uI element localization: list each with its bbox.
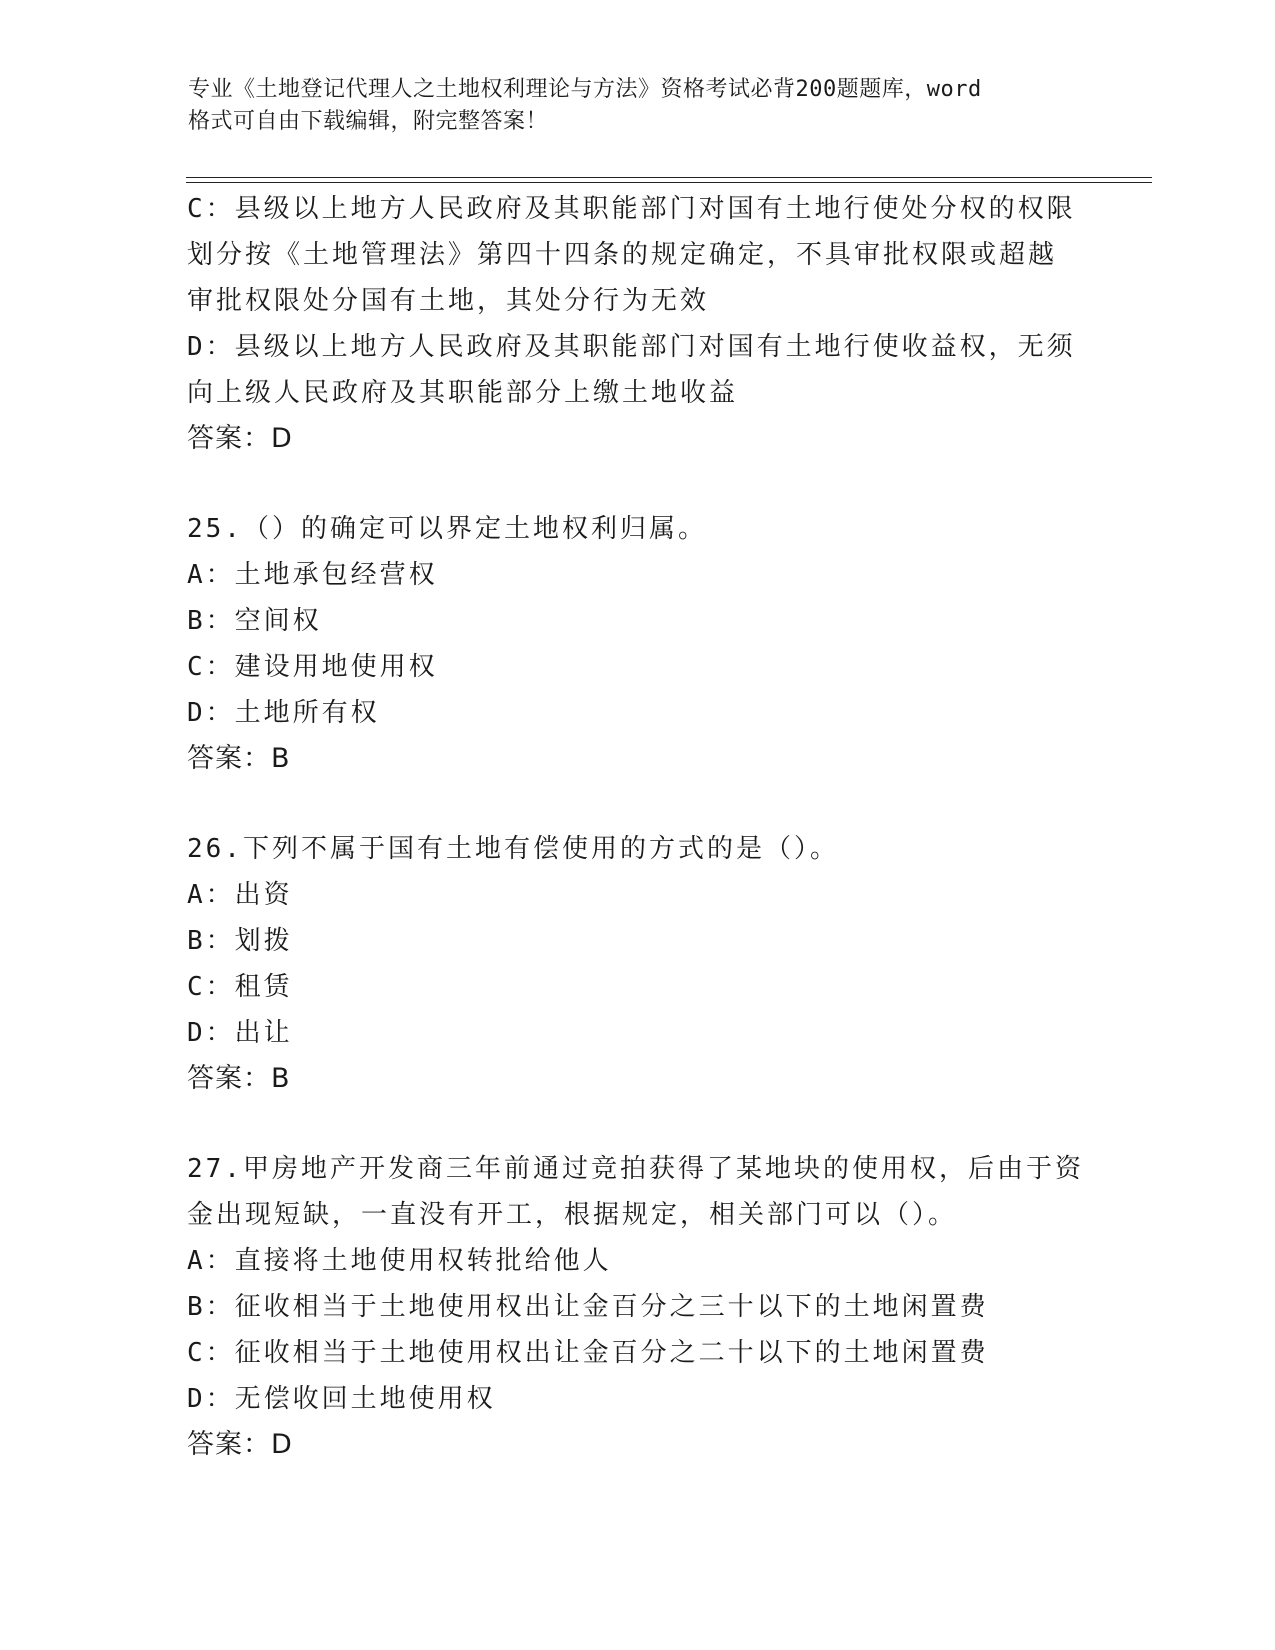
option-c: C：租赁 [187,972,293,1002]
question-27 [187,1146,1087,1468]
question-24-tail [187,186,1087,462]
option-d-line-1: D：县级以上地方人民政府及其职能部门对国有土地行使收益权，无须 [187,332,1076,362]
answer: 答案：B [187,743,291,774]
answer: 答案：D [187,423,293,454]
option-a: A：直接将土地使用权转批给他人 [187,1246,612,1276]
spacer [187,1102,1087,1146]
header-title-line-1: 专业《土地登记代理人之土地权利理论与方法》资格考试必背200题题库，word [188,77,982,102]
question-list [187,186,1087,1468]
spacer [187,782,1087,826]
spacer [187,462,1087,506]
answer: 答案：D [187,1429,293,1460]
answer: 答案：B [187,1063,291,1094]
option-b: B：划拨 [187,926,293,956]
option-d-line-2: 向上级人民政府及其职能部分上缴土地收益 [187,378,739,408]
option-c: C：建设用地使用权 [187,652,438,682]
option-a: A：土地承包经营权 [187,560,438,590]
question-text: 25.（）的确定可以界定土地权利归属。 [187,514,707,544]
option-c-line-3: 审批权限处分国有土地，其处分行为无效 [187,286,710,316]
option-d: D：无偿收回土地使用权 [187,1384,496,1414]
option-d: D：土地所有权 [187,698,380,728]
question-text: 26.下列不属于国有土地有偿使用的方式的是（）。 [187,834,839,864]
option-c-line-1: C：县级以上地方人民政府及其职能部门对国有土地行使处分权的权限 [187,194,1076,224]
option-b: B：征收相当于土地使用权出让金百分之三十以下的土地闲置费 [187,1292,989,1322]
option-c: C：征收相当于土地使用权出让金百分之二十以下的土地闲置费 [187,1338,989,1368]
header-divider-bottom [186,182,1152,183]
header-divider-top [186,177,1152,178]
option-b: B：空间权 [187,606,322,636]
question-text-line-1: 27.甲房地产开发商三年前通过竞拍获得了某地块的使用权，后由于资 [187,1154,1084,1184]
question-25 [187,506,1087,782]
question-text-line-2: 金出现短缺，一直没有开工，根据规定，相关部门可以（）。 [187,1200,958,1230]
header-title-line-2: 格式可自由下载编辑，附完整答案！ [188,109,549,134]
option-a: A：出资 [187,880,293,910]
option-d: D：出让 [187,1018,293,1048]
question-26 [187,826,1087,1102]
document-header [188,74,1068,138]
option-c-line-2: 划分按《土地管理法》第四十四条的规定确定，不具审批权限或超越 [187,240,1058,270]
